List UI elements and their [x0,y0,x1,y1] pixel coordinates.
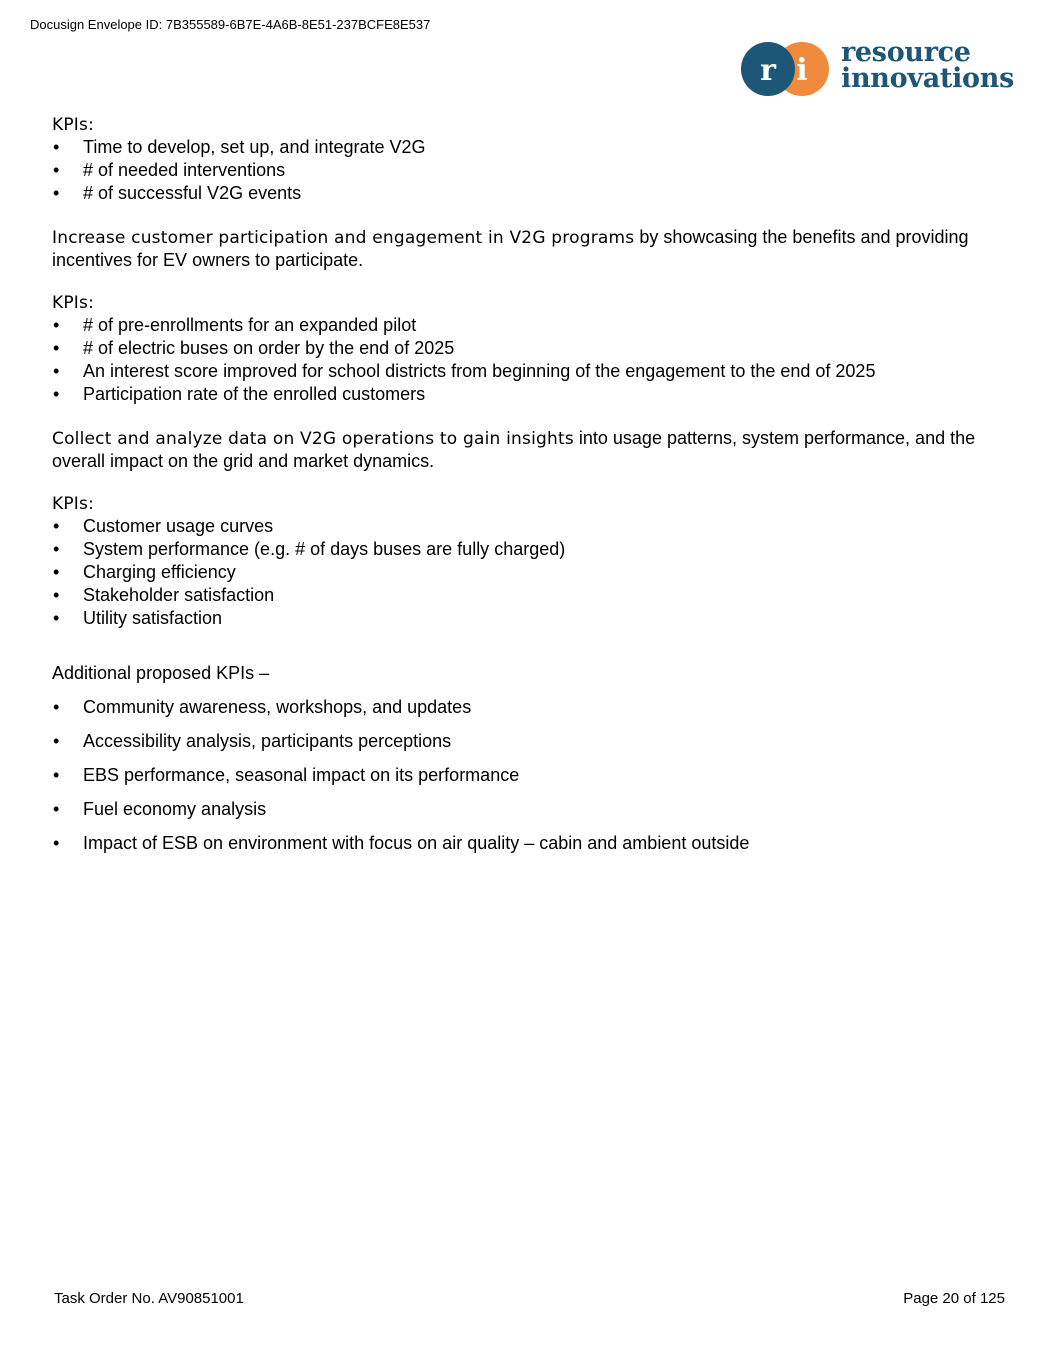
bullet-icon: • [53,516,60,536]
list-item: • Customer usage curves [53,516,274,536]
kpi-label: KPIs: [52,494,94,514]
bullet-icon: • [53,731,60,751]
kpi-label: KPIs: [52,293,94,313]
objective-paragraph: Increase customer participation and engagement in V2G programs by showcasing the benefits and providing incentives for EV owners to participate. [52,227,969,270]
bullet-icon: • [53,160,60,180]
bullet-icon: • [53,608,60,628]
list-item: • Charging efficiency [53,562,236,582]
list-item: • Community awareness, workshops, and updates [53,697,472,717]
logo-mark-i: i [796,53,808,88]
list-item: • Impact of ESB on environment with focus on air quality – cabin and ambient outside [53,833,750,853]
objective-paragraph: Collect and analyze data on V2G operations to gain insights into usage patterns, system performance, and the overall impact on the grid and market dynamics. [52,428,976,471]
logo-line-1: resource [841,37,971,68]
bullet-icon: • [53,315,60,335]
bullet-icon: • [53,765,60,785]
kpi-list [52,136,1012,205]
section-1 [52,114,1012,205]
list-item: • System performance (e.g. # of days buses are fully charged) [53,539,566,559]
list-item: • # of needed interventions [53,160,286,180]
additional-kpis-heading: Additional proposed KPIs – [52,663,270,683]
additional-kpi-list [52,696,1012,855]
list-item: • Utility satisfaction [53,608,223,628]
list-item: • # of electric buses on order by the end of 2025 [53,338,455,358]
list-item: • An interest score improved for school districts from beginning of the engagement to the end of 2025 [53,361,876,381]
list-item: • Accessibility analysis, participants perceptions [53,731,452,751]
page-body [52,114,1012,866]
bullet-icon: • [53,833,60,853]
bullet-icon: • [53,361,60,381]
bullet-icon: • [53,697,60,717]
bullet-icon: • [53,562,60,582]
list-item: • Participation rate of the enrolled customers [53,384,426,404]
bullet-icon: • [53,384,60,404]
bullet-icon: • [53,799,60,819]
kpi-list [52,314,1012,406]
footer-task-order: Task Order No. AV90851001 [54,1290,244,1307]
bullet-icon: • [53,539,60,559]
logo-mark-r: r [760,53,776,88]
list-item: • # of successful V2G events [53,183,302,203]
bullet-icon: • [53,137,60,157]
list-item: • EBS performance, seasonal impact on its performance [53,765,520,785]
list-item: • # of pre-enrollments for an expanded pilot [53,315,417,335]
ri-logo-mark-icon [741,42,833,96]
additional-kpis-section [52,662,1012,855]
logo-line-2: innovations [841,63,1014,94]
section-3 [52,427,1012,630]
logo-wordmark [841,37,1014,94]
bullet-icon: • [53,183,60,203]
docusign-envelope-id: Docusign Envelope ID: 7B355589-6B7E-4A6B-8E51-237BCFE8E537 [30,17,431,32]
list-item: • Time to develop, set up, and integrate V2G [53,137,426,157]
section-2 [52,226,1012,406]
kpi-label: KPIs: [52,115,94,135]
company-logo [741,37,1014,98]
bullet-icon: • [53,585,60,605]
list-item: • Fuel economy analysis [53,799,267,819]
list-item: • Stakeholder satisfaction [53,585,275,605]
bullet-icon: • [53,338,60,358]
footer-page-number: Page 20 of 125 [903,1290,1005,1307]
kpi-list [52,515,1012,630]
